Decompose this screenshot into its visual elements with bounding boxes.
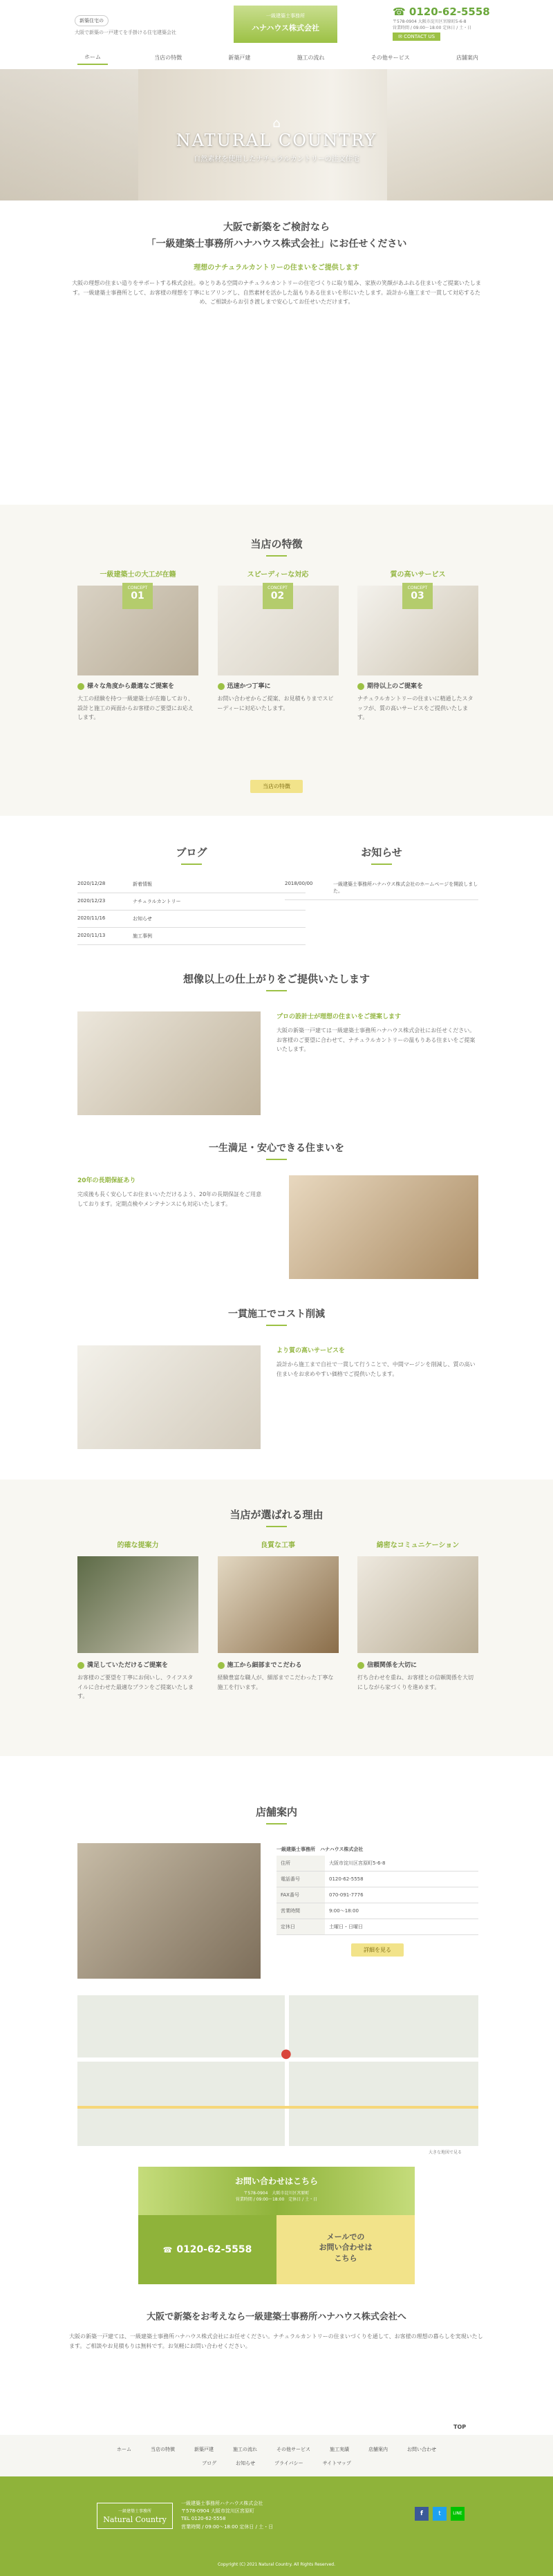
concept-badge: CONCEPT 03	[402, 583, 433, 609]
footer-link[interactable]: サイトマップ	[322, 2461, 351, 2466]
footer-link[interactable]: 店舗案内	[368, 2447, 388, 2452]
nav-new-house[interactable]: 新築戸建	[228, 54, 251, 61]
feature-card	[218, 568, 339, 722]
leaf-icon	[218, 683, 225, 690]
intro-lead: 理想のナチュラルカントリーの住まいをご提供します	[194, 264, 359, 272]
divider	[371, 864, 392, 865]
feature-head: スピーディーな対応	[247, 571, 309, 579]
shop-map[interactable]	[77, 1995, 478, 2146]
shop-row: FAX番号 070-091-7776	[276, 1887, 478, 1903]
map-link[interactable]: 大きな地図で見る	[429, 2150, 462, 2155]
news-section	[285, 845, 478, 900]
hero-caption	[0, 116, 553, 163]
nav-flow[interactable]: 施工の流れ	[297, 54, 325, 61]
service-body-3: 設計から施工まで自社で一貫して行うことで、中間マージンを削減し、質の高い住まいをお求めやすい価格でご提供いたします。	[276, 1361, 476, 1377]
feature-card	[357, 568, 478, 722]
phone-icon: ☎	[162, 2245, 173, 2255]
shop-info	[276, 1843, 478, 1957]
footer-logo[interactable]: 一級建築士事務所 Natural Country	[97, 2503, 173, 2529]
contact-actions	[138, 2215, 415, 2284]
footer-info	[181, 2500, 273, 2531]
reason-caption: 満足していただけるご提案を	[77, 1660, 198, 1669]
feature-head: 質の高いサービス	[390, 571, 446, 579]
hero-image	[0, 69, 553, 200]
contact-sub2: 営業時間 / 09:00～18:00 定休日 / 土・日	[235, 2197, 318, 2202]
features-list	[77, 568, 478, 722]
header-contact	[393, 6, 531, 41]
leaf-icon	[77, 1662, 84, 1669]
closing-section	[69, 2309, 484, 2351]
service-head-3: より質の高いサービスを	[276, 1347, 346, 1354]
footer-link[interactable]: 施工実績	[330, 2447, 349, 2452]
footer-link[interactable]: ホーム	[117, 2447, 131, 2452]
shop-image	[77, 1843, 261, 1979]
feature-caption: 期待以上のご提案を	[357, 681, 478, 690]
reason-card	[77, 1539, 198, 1701]
reasons-title: 当店が選ばれる理由	[229, 1509, 324, 1521]
reason-head: 的確な提案力	[117, 1542, 159, 1549]
service-title-3: 一貫施工でコスト削減	[228, 1309, 325, 1320]
service-2-heading	[0, 1141, 553, 1160]
service-head-1: プロの設計士が理想の住まいをご提案します	[276, 1014, 402, 1020]
reason-image	[77, 1556, 198, 1653]
feature-caption: 様々な角度から最適なご提案を	[77, 681, 198, 690]
reason-body: 経験豊富な職人が、細部までこだわった丁寧な施工を行います。	[217, 1674, 334, 1690]
features-more-button[interactable]: 当店の特徴	[250, 780, 303, 793]
reason-card	[218, 1539, 339, 1701]
line-icon[interactable]: LINE	[451, 2507, 465, 2521]
footer-nav-row2	[0, 2460, 553, 2467]
divider	[266, 1823, 287, 1824]
divider	[266, 1325, 287, 1326]
logo-subtitle: 一級建築士事務所	[266, 13, 305, 19]
feature-head: 一級建築士の大工が在籍	[100, 571, 176, 579]
logo-title: ハナハウス株式会社	[251, 24, 319, 32]
feature-body: ナチュラルカントリーの住まいに精通したスタッフが、質の高いサービスをご提供いたします。	[357, 696, 474, 721]
intro-title-2: 「一級建築士事務所ハナハウス株式会社」にお任せください	[146, 239, 407, 250]
footer-link[interactable]: 当店の特徴	[151, 2447, 175, 2452]
feature-image	[218, 586, 339, 675]
shop-heading	[0, 1804, 553, 1824]
intro-title-1: 大阪で新築をご検討なら	[223, 222, 330, 233]
footer-link[interactable]: 新築戸建	[194, 2447, 214, 2452]
contact-phone[interactable]: ☎ 0120-62-5558	[138, 2215, 276, 2284]
footer-tel: TEL 0120-62-5558	[181, 2516, 226, 2522]
header-badge: 新築住宅の	[75, 15, 109, 26]
reason-image	[357, 1556, 478, 1653]
mail-icon: ✉	[398, 34, 404, 39]
feature-caption: 迅速かつ丁寧に	[218, 681, 339, 690]
hero-subtitle: 自然素材を使用したナチュラルカントリーの注文住宅	[194, 156, 359, 163]
service-text-2	[77, 1175, 264, 1208]
footer-company: 一級建築士事務所ハナハウス株式会社	[181, 2501, 263, 2506]
map-road	[285, 1995, 289, 2146]
header-address: 〒578-0904 大阪市淀川区宮原町5-6-8	[393, 19, 467, 24]
social-links	[415, 2507, 465, 2521]
reason-image	[218, 1556, 339, 1653]
map-pin-icon: ●	[281, 2046, 292, 2061]
divider	[266, 990, 287, 991]
facebook-icon[interactable]: f	[415, 2507, 429, 2521]
feature-body: 大工の経験を持つ一級建築士が在籍しており、設計と施工の両面からお客様のご要望にお応えします。	[77, 696, 194, 721]
intro-body: 大阪の理想の住まい造りをサポートする株式会社。ゆとりある空間のナチュラルカントリーの住宅づくりに取り組み、家族の笑顔があふれる住まいをご提案いたします。一級建築士事務所として、お客様の理想を丁寧にヒアリングし、自然素材を活かした温もりある住まいを形にいたします。設計から施工まで一貫して対応するため、ご相談からお引き渡しまで安心してお任せいただけます。	[72, 280, 481, 306]
blog-list	[77, 876, 306, 945]
service-title-2: 一生満足・安心できる住まいを	[209, 1143, 344, 1154]
global-nav	[77, 50, 478, 65]
reasons-heading	[0, 1507, 553, 1527]
contact-header	[138, 2167, 415, 2215]
divider	[266, 555, 287, 557]
service-body-1: 大阪の新築一戸建ては一級建築士事務所ハナハウス株式会社にお任せください。お客様のご要望に合わせて、ナチュラルカントリーの温もりある住まいをご提案いたします。	[276, 1027, 476, 1053]
services-heading	[0, 971, 553, 991]
reason-head: 良質な工事	[261, 1542, 295, 1549]
house-icon: ⌂	[272, 116, 281, 131]
reason-caption: 信頼関係を大切に	[357, 1660, 478, 1669]
hero-title: NATURAL COUNTRY	[176, 131, 377, 150]
shop-row: 定休日 土曜日・日曜日	[276, 1919, 478, 1935]
copyright: Copyright (C) 2021 Natural Country. All Rights Reserved.	[217, 2562, 336, 2567]
shop-title: 店舗案内	[255, 1806, 297, 1818]
feature-body: お問い合わせからご提案、お見積もりまでスピーディーに対応いたします。	[217, 696, 334, 711]
service-body-2: 完成後も長く安心してお住まいいただけるよう、20年の長期保証をご用意しております。定期点検やメンテナンスにも対応いたします。	[77, 1191, 262, 1207]
footer-link[interactable]: プライバシー	[274, 2461, 303, 2466]
contact-us-button[interactable]: ✉ CONTACT US	[393, 32, 440, 41]
concept-badge: CONCEPT 02	[263, 583, 293, 609]
feature-card	[77, 568, 198, 722]
shop-table	[276, 1856, 478, 1935]
nav-features[interactable]: 当店の特徴	[154, 54, 182, 61]
blog-row[interactable]: 2020/11/13 施工事例	[77, 928, 306, 945]
intro-section	[69, 220, 484, 307]
features-more	[0, 780, 553, 793]
blog-row[interactable]: 2020/11/16 お知らせ	[77, 911, 306, 928]
reason-body: お客様のご要望を丁寧にお伺いし、ライフスタイルに合わせた最適なプランをご提案いたします。	[77, 1674, 194, 1700]
nav-services[interactable]: その他サービス	[371, 54, 410, 61]
blog-row[interactable]: 2020/12/23 ナチュラルカントリー	[77, 893, 306, 911]
leaf-icon	[357, 683, 364, 690]
shop-name: 一級建築士事務所 ハナハウス株式会社	[276, 1847, 364, 1852]
blog-title: ブログ	[176, 846, 207, 859]
header-tagline: 大阪で新築の一戸建てを手掛ける住宅建築会社	[75, 30, 176, 35]
blog-section	[77, 845, 306, 945]
map-road	[77, 2106, 478, 2109]
services-title: 想像以上の仕上がりをご提供いたします	[182, 973, 370, 985]
nav-shop[interactable]: 店舗案内	[456, 54, 478, 61]
twitter-icon[interactable]: t	[433, 2507, 447, 2521]
divider	[181, 864, 202, 865]
shop-row: 営業時間 9:00～18:00	[276, 1903, 478, 1919]
phone-icon: ☎	[393, 6, 409, 18]
footer-address: 〒578-0904 大阪市淀川区宮原町	[181, 2508, 254, 2514]
shop-detail-button[interactable]: 詳細を見る	[351, 1943, 404, 1957]
header-left	[75, 15, 199, 36]
leaf-icon	[357, 1662, 364, 1669]
nav-home[interactable]: ホーム	[77, 50, 108, 65]
footer-nav-row1	[0, 2446, 553, 2453]
footer-nav	[0, 2435, 553, 2476]
footer-link[interactable]: その他サービス	[276, 2447, 310, 2452]
features-heading	[0, 536, 553, 557]
feature-image	[357, 586, 478, 675]
closing-body: 大阪の新築一戸建ては、一級建築士事務所ハナハウス株式会社にお任せください。ナチュラルカントリーの住まいづくりを通して、お客様の理想の暮らしを実現いたします。ご相談やお見積もりは無料です。お気軽にお問い合わせください。	[69, 2333, 483, 2349]
footer-hours: 営業時間 / 09:00～18:00 定休日 / 土・日	[181, 2523, 274, 2530]
service-text-3	[276, 1345, 478, 1379]
footer-link[interactable]: お問い合わせ	[407, 2447, 436, 2452]
divider	[266, 1526, 287, 1527]
shop-row: 電話番号 0120-62-5558	[276, 1872, 478, 1887]
contact-box	[138, 2167, 415, 2284]
service-text-1	[276, 1011, 478, 1054]
news-row[interactable]: 2018/00/00 一級建築士事務所ハナハウス株式会社のホームページを開設しました。	[285, 876, 478, 900]
service-image-1	[77, 1011, 261, 1115]
shop-row: 住所 大阪市淀川区宮原町5-6-8	[276, 1856, 478, 1872]
closing-title: 大阪で新築をお考えなら一級建築士事務所ハナハウス株式会社へ	[147, 2312, 406, 2322]
concept-badge: CONCEPT 01	[122, 583, 153, 609]
service-image-3	[77, 1345, 261, 1449]
news-title: お知らせ	[361, 846, 402, 859]
reasons-list	[77, 1539, 478, 1701]
feature-image	[77, 586, 198, 675]
service-3-heading	[0, 1307, 553, 1326]
reason-head: 綿密なコミュニケーション	[376, 1542, 460, 1549]
header-phone[interactable]: ☎ 0120-62-5558	[393, 6, 490, 18]
contact-mail-button[interactable]: メールでの お問い合わせは こちら	[276, 2215, 415, 2284]
reason-body: 打ち合わせを重ね、お客様との信頼関係を大切にしながら家づくりを進めます。	[357, 1674, 474, 1690]
header-hours: 営業時間 / 09:00～18:00 定休日 / 土・日	[393, 26, 472, 30]
service-image-2	[289, 1175, 478, 1279]
footer	[0, 2476, 553, 2576]
footer-link[interactable]: お知らせ	[236, 2461, 255, 2466]
blog-row[interactable]: 2020/12/28 新着情報	[77, 876, 306, 893]
site-logo[interactable]	[234, 6, 337, 43]
service-head-2: 20年の長期保証あり	[77, 1177, 136, 1184]
page-top-button[interactable]: TOP	[453, 2424, 467, 2430]
contact-title: お問い合わせはこちら	[234, 2176, 318, 2186]
footer-link[interactable]: 施工の流れ	[233, 2447, 257, 2452]
leaf-icon	[218, 1662, 225, 1669]
footer-link[interactable]: ブログ	[202, 2461, 217, 2466]
reason-card	[357, 1539, 478, 1701]
reason-caption: 施工から細部までこだわる	[218, 1660, 339, 1669]
leaf-icon	[77, 683, 84, 690]
features-title: 当店の特徴	[250, 538, 303, 550]
divider	[266, 1159, 287, 1160]
map-road	[77, 2057, 478, 2062]
contact-sub1: 〒578-0904 大阪市淀川区宮原町	[243, 2191, 310, 2196]
